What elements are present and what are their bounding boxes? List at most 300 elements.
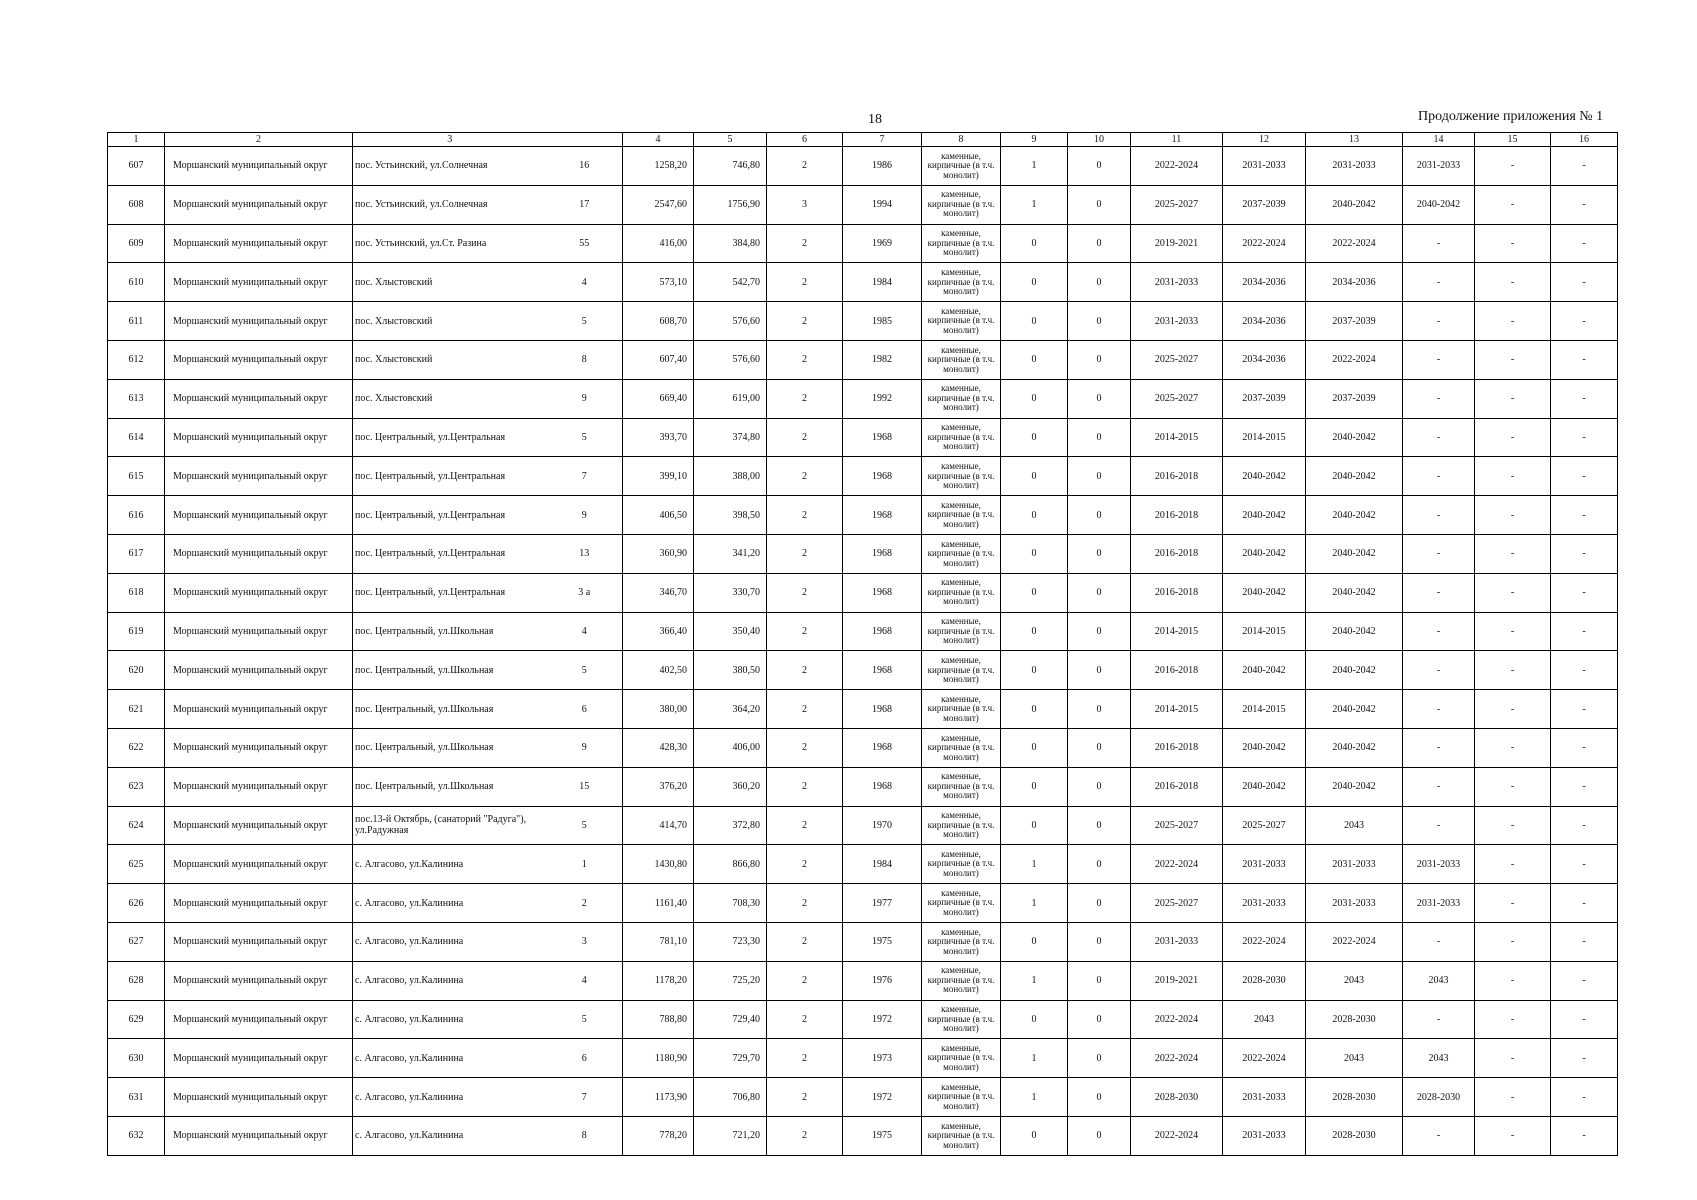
house-number-cell: 3 а	[547, 573, 623, 612]
col9-cell: 1	[1001, 147, 1068, 186]
col16-cell: -	[1551, 147, 1618, 186]
col15-cell: -	[1475, 1116, 1551, 1155]
col16-cell: -	[1551, 690, 1618, 729]
col11-cell: 2031-2033	[1131, 922, 1223, 961]
continuation-title: Продолжение приложения № 1	[1418, 109, 1604, 124]
col13-cell: 2028-2030	[1306, 1000, 1403, 1039]
house-number-cell: 5	[547, 418, 623, 457]
house-number-cell: 4	[547, 612, 623, 651]
col-header: 11	[1131, 133, 1223, 147]
page-number: 18	[868, 112, 882, 127]
floors-cell: 2	[767, 573, 843, 612]
col14-cell: 2043	[1403, 961, 1475, 1000]
address-cell: пос. Хлыстовский	[353, 263, 547, 302]
table-row	[108, 185, 1618, 224]
table-body	[108, 147, 1618, 1156]
floors-cell: 2	[767, 418, 843, 457]
living-area-cell: 729,70	[694, 1039, 767, 1078]
year-cell: 1984	[843, 845, 922, 884]
col12-cell: 2022-2024	[1223, 1039, 1306, 1078]
address-cell: с. Алгасово, ул.Калинина	[353, 845, 547, 884]
wall-material-cell: каменные, кирпичные (в т.ч. монолит)	[922, 651, 1001, 690]
col-header: 3	[353, 133, 547, 147]
col14-cell: -	[1403, 922, 1475, 961]
floors-cell: 2	[767, 728, 843, 767]
col9-cell: 0	[1001, 457, 1068, 496]
col10-cell: 0	[1068, 612, 1131, 651]
living-area-cell: 380,50	[694, 651, 767, 690]
col12-cell: 2014-2015	[1223, 690, 1306, 729]
living-area-cell: 746,80	[694, 147, 767, 186]
col14-cell: -	[1403, 1116, 1475, 1155]
col12-cell: 2034-2036	[1223, 263, 1306, 302]
wall-material-cell: каменные, кирпичные (в т.ч. монолит)	[922, 534, 1001, 573]
year-cell: 1968	[843, 496, 922, 535]
col9-cell: 0	[1001, 418, 1068, 457]
col12-cell: 2040-2042	[1223, 728, 1306, 767]
row-number: 632	[108, 1116, 165, 1155]
house-number-cell: 2	[547, 884, 623, 923]
floors-cell: 2	[767, 690, 843, 729]
col14-cell: 2031-2033	[1403, 147, 1475, 186]
col13-cell: 2040-2042	[1306, 728, 1403, 767]
living-area-cell: 360,20	[694, 767, 767, 806]
house-number-cell: 16	[547, 147, 623, 186]
living-area-cell: 372,80	[694, 806, 767, 845]
total-area-cell: 1173,90	[623, 1078, 694, 1117]
row-number: 631	[108, 1078, 165, 1117]
col13-cell: 2037-2039	[1306, 379, 1403, 418]
district-cell: Моршанский муниципальный округ	[165, 302, 353, 341]
col15-cell: -	[1475, 457, 1551, 496]
col9-cell: 0	[1001, 224, 1068, 263]
col-header: 16	[1551, 133, 1618, 147]
wall-material-cell: каменные, кирпичные (в т.ч. монолит)	[922, 185, 1001, 224]
wall-material-cell: каменные, кирпичные (в т.ч. монолит)	[922, 573, 1001, 612]
house-number-cell: 5	[547, 651, 623, 690]
district-cell: Моршанский муниципальный округ	[165, 845, 353, 884]
table-row	[108, 690, 1618, 729]
col16-cell: -	[1551, 302, 1618, 341]
col12-cell: 2031-2033	[1223, 1078, 1306, 1117]
col9-cell: 1	[1001, 961, 1068, 1000]
address-cell: пос. Хлыстовский	[353, 302, 547, 341]
wall-material-cell: каменные, кирпичные (в т.ч. монолит)	[922, 1039, 1001, 1078]
house-number-cell: 6	[547, 690, 623, 729]
address-cell: пос. Хлыстовский	[353, 379, 547, 418]
wall-material-cell: каменные, кирпичные (в т.ч. монолит)	[922, 767, 1001, 806]
col12-cell: 2014-2015	[1223, 418, 1306, 457]
house-number-cell: 7	[547, 457, 623, 496]
col9-cell: 1	[1001, 1039, 1068, 1078]
year-cell: 1970	[843, 806, 922, 845]
col-header: 15	[1475, 133, 1551, 147]
col12-cell: 2037-2039	[1223, 379, 1306, 418]
district-cell: Моршанский муниципальный округ	[165, 185, 353, 224]
col9-cell: 0	[1001, 534, 1068, 573]
floors-cell: 2	[767, 1039, 843, 1078]
address-cell: с. Алгасово, ул.Калинина	[353, 1116, 547, 1155]
col13-cell: 2043	[1306, 1039, 1403, 1078]
row-number: 626	[108, 884, 165, 923]
col10-cell: 0	[1068, 457, 1131, 496]
row-number: 617	[108, 534, 165, 573]
total-area-cell: 406,50	[623, 496, 694, 535]
col10-cell: 0	[1068, 1116, 1131, 1155]
table-row	[108, 1116, 1618, 1155]
table-row	[108, 379, 1618, 418]
col14-cell: -	[1403, 496, 1475, 535]
district-cell: Моршанский муниципальный округ	[165, 573, 353, 612]
district-cell: Моршанский муниципальный округ	[165, 728, 353, 767]
col15-cell: -	[1475, 922, 1551, 961]
col9-cell: 0	[1001, 806, 1068, 845]
row-number: 620	[108, 651, 165, 690]
wall-material-cell: каменные, кирпичные (в т.ч. монолит)	[922, 806, 1001, 845]
year-cell: 1968	[843, 690, 922, 729]
col-header	[547, 133, 623, 147]
row-number: 614	[108, 418, 165, 457]
floors-cell: 2	[767, 1116, 843, 1155]
table-row	[108, 612, 1618, 651]
table-row	[108, 845, 1618, 884]
district-cell: Моршанский муниципальный округ	[165, 418, 353, 457]
col11-cell: 2016-2018	[1131, 457, 1223, 496]
col12-cell: 2040-2042	[1223, 767, 1306, 806]
total-area-cell: 360,90	[623, 534, 694, 573]
living-area-cell: 721,20	[694, 1116, 767, 1155]
col16-cell: -	[1551, 1039, 1618, 1078]
col13-cell: 2043	[1306, 961, 1403, 1000]
floors-cell: 2	[767, 884, 843, 923]
col-header: 5	[694, 133, 767, 147]
col11-cell: 2016-2018	[1131, 573, 1223, 612]
house-number-cell: 3	[547, 922, 623, 961]
col14-cell: -	[1403, 457, 1475, 496]
col12-cell: 2040-2042	[1223, 496, 1306, 535]
col11-cell: 2025-2027	[1131, 185, 1223, 224]
col-header: 13	[1306, 133, 1403, 147]
col11-cell: 2016-2018	[1131, 767, 1223, 806]
address-cell: с. Алгасово, ул.Калинина	[353, 922, 547, 961]
col10-cell: 0	[1068, 884, 1131, 923]
living-area-cell: 406,00	[694, 728, 767, 767]
col13-cell: 2040-2042	[1306, 496, 1403, 535]
district-cell: Моршанский муниципальный округ	[165, 922, 353, 961]
district-cell: Моршанский муниципальный округ	[165, 457, 353, 496]
col10-cell: 0	[1068, 922, 1131, 961]
row-number: 613	[108, 379, 165, 418]
col11-cell: 2022-2024	[1131, 1039, 1223, 1078]
living-area-cell: 384,80	[694, 224, 767, 263]
house-number-cell: 8	[547, 340, 623, 379]
col9-cell: 0	[1001, 922, 1068, 961]
col13-cell: 2022-2024	[1306, 340, 1403, 379]
wall-material-cell: каменные, кирпичные (в т.ч. монолит)	[922, 418, 1001, 457]
table-row	[108, 418, 1618, 457]
district-cell: Моршанский муниципальный округ	[165, 1078, 353, 1117]
col15-cell: -	[1475, 224, 1551, 263]
year-cell: 1968	[843, 728, 922, 767]
col12-cell: 2022-2024	[1223, 224, 1306, 263]
table-row	[108, 884, 1618, 923]
col14-cell: -	[1403, 302, 1475, 341]
address-cell: пос. Устьинский, ул.Ст. Разина	[353, 224, 547, 263]
col14-cell: -	[1403, 651, 1475, 690]
row-number: 615	[108, 457, 165, 496]
total-area-cell: 402,50	[623, 651, 694, 690]
year-cell: 1985	[843, 302, 922, 341]
total-area-cell: 1178,20	[623, 961, 694, 1000]
wall-material-cell: каменные, кирпичные (в т.ч. монолит)	[922, 302, 1001, 341]
col16-cell: -	[1551, 1116, 1618, 1155]
table-row	[108, 340, 1618, 379]
col12-cell: 2028-2030	[1223, 961, 1306, 1000]
col15-cell: -	[1475, 302, 1551, 341]
address-cell: с. Алгасово, ул.Калинина	[353, 1000, 547, 1039]
col16-cell: -	[1551, 573, 1618, 612]
col13-cell: 2031-2033	[1306, 147, 1403, 186]
col16-cell: -	[1551, 379, 1618, 418]
total-area-cell: 607,40	[623, 340, 694, 379]
floors-cell: 2	[767, 922, 843, 961]
address-cell: с. Алгасово, ул.Калинина	[353, 884, 547, 923]
house-number-cell: 9	[547, 728, 623, 767]
row-number: 610	[108, 263, 165, 302]
col11-cell: 2016-2018	[1131, 496, 1223, 535]
col9-cell: 0	[1001, 690, 1068, 729]
col13-cell: 2028-2030	[1306, 1078, 1403, 1117]
col15-cell: -	[1475, 845, 1551, 884]
col11-cell: 2014-2015	[1131, 690, 1223, 729]
table-row	[108, 496, 1618, 535]
floors-cell: 2	[767, 263, 843, 302]
table-row	[108, 1078, 1618, 1117]
col15-cell: -	[1475, 263, 1551, 302]
col11-cell: 2025-2027	[1131, 340, 1223, 379]
table-row	[108, 728, 1618, 767]
district-cell: Моршанский муниципальный округ	[165, 961, 353, 1000]
col10-cell: 0	[1068, 651, 1131, 690]
col14-cell: 2043	[1403, 1039, 1475, 1078]
col13-cell: 2031-2033	[1306, 845, 1403, 884]
year-cell: 1975	[843, 922, 922, 961]
year-cell: 1994	[843, 185, 922, 224]
col15-cell: -	[1475, 612, 1551, 651]
table-row	[108, 302, 1618, 341]
col16-cell: -	[1551, 457, 1618, 496]
col12-cell: 2014-2015	[1223, 612, 1306, 651]
col16-cell: -	[1551, 612, 1618, 651]
col10-cell: 0	[1068, 573, 1131, 612]
col14-cell: -	[1403, 728, 1475, 767]
address-cell: пос. Устьинский, ул.Солнечная	[353, 185, 547, 224]
total-area-cell: 393,70	[623, 418, 694, 457]
district-cell: Моршанский муниципальный округ	[165, 1039, 353, 1078]
address-cell: пос. Центральный, ул.Центральная	[353, 534, 547, 573]
row-number: 609	[108, 224, 165, 263]
col9-cell: 0	[1001, 651, 1068, 690]
housing-register-table	[107, 132, 1618, 1156]
living-area-cell: 398,50	[694, 496, 767, 535]
col12-cell: 2022-2024	[1223, 922, 1306, 961]
col9-cell: 0	[1001, 1116, 1068, 1155]
year-cell: 1975	[843, 1116, 922, 1155]
col10-cell: 0	[1068, 1039, 1131, 1078]
house-number-cell: 9	[547, 496, 623, 535]
col11-cell: 2022-2024	[1131, 1000, 1223, 1039]
wall-material-cell: каменные, кирпичные (в т.ч. монолит)	[922, 224, 1001, 263]
year-cell: 1972	[843, 1000, 922, 1039]
col13-cell: 2040-2042	[1306, 612, 1403, 651]
district-cell: Моршанский муниципальный округ	[165, 224, 353, 263]
col12-cell: 2031-2033	[1223, 845, 1306, 884]
col11-cell: 2022-2024	[1131, 1116, 1223, 1155]
living-area-cell: 374,80	[694, 418, 767, 457]
col9-cell: 0	[1001, 263, 1068, 302]
wall-material-cell: каменные, кирпичные (в т.ч. монолит)	[922, 1116, 1001, 1155]
col12-cell: 2034-2036	[1223, 340, 1306, 379]
col13-cell: 2040-2042	[1306, 457, 1403, 496]
col-header: 12	[1223, 133, 1306, 147]
district-cell: Моршанский муниципальный округ	[165, 496, 353, 535]
floors-cell: 2	[767, 651, 843, 690]
col15-cell: -	[1475, 147, 1551, 186]
living-area-cell: 576,60	[694, 302, 767, 341]
col12-cell: 2031-2033	[1223, 1116, 1306, 1155]
living-area-cell: 866,80	[694, 845, 767, 884]
address-cell: пос. Хлыстовский	[353, 340, 547, 379]
col16-cell: -	[1551, 961, 1618, 1000]
col14-cell: -	[1403, 573, 1475, 612]
col-header: 14	[1403, 133, 1475, 147]
col9-cell: 1	[1001, 845, 1068, 884]
floors-cell: 2	[767, 147, 843, 186]
col10-cell: 0	[1068, 534, 1131, 573]
address-cell: пос. Центральный, ул.Центральная	[353, 496, 547, 535]
col14-cell: -	[1403, 263, 1475, 302]
address-cell: пос. Центральный, ул.Школьная	[353, 612, 547, 651]
address-cell: пос. Центральный, ул.Центральная	[353, 573, 547, 612]
living-area-cell: 364,20	[694, 690, 767, 729]
floors-cell: 2	[767, 1078, 843, 1117]
col12-cell: 2031-2033	[1223, 147, 1306, 186]
year-cell: 1972	[843, 1078, 922, 1117]
table-row	[108, 1000, 1618, 1039]
district-cell: Моршанский муниципальный округ	[165, 340, 353, 379]
col13-cell: 2043	[1306, 806, 1403, 845]
row-number: 618	[108, 573, 165, 612]
col12-cell: 2025-2027	[1223, 806, 1306, 845]
col13-cell: 2040-2042	[1306, 418, 1403, 457]
table-row	[108, 806, 1618, 845]
col16-cell: -	[1551, 845, 1618, 884]
col15-cell: -	[1475, 1039, 1551, 1078]
year-cell: 1973	[843, 1039, 922, 1078]
col11-cell: 2016-2018	[1131, 651, 1223, 690]
col14-cell: 2028-2030	[1403, 1078, 1475, 1117]
row-number: 622	[108, 728, 165, 767]
col9-cell: 0	[1001, 302, 1068, 341]
table-row	[108, 573, 1618, 612]
living-area-cell: 706,80	[694, 1078, 767, 1117]
col16-cell: -	[1551, 185, 1618, 224]
col9-cell: 0	[1001, 340, 1068, 379]
wall-material-cell: каменные, кирпичные (в т.ч. монолит)	[922, 728, 1001, 767]
col9-cell: 1	[1001, 884, 1068, 923]
year-cell: 1984	[843, 263, 922, 302]
col13-cell: 2034-2036	[1306, 263, 1403, 302]
col14-cell: -	[1403, 340, 1475, 379]
year-cell: 1968	[843, 418, 922, 457]
row-number: 628	[108, 961, 165, 1000]
col16-cell: -	[1551, 1000, 1618, 1039]
house-number-cell: 15	[547, 767, 623, 806]
living-area-cell: 729,40	[694, 1000, 767, 1039]
col14-cell: -	[1403, 806, 1475, 845]
col10-cell: 0	[1068, 302, 1131, 341]
total-area-cell: 380,00	[623, 690, 694, 729]
col11-cell: 2016-2018	[1131, 534, 1223, 573]
living-area-cell: 542,70	[694, 263, 767, 302]
col10-cell: 0	[1068, 961, 1131, 1000]
address-cell: пос.13-й Октябрь, (санаторий "Радуга"), ул.Радужная	[353, 806, 547, 845]
col13-cell: 2040-2042	[1306, 185, 1403, 224]
col16-cell: -	[1551, 496, 1618, 535]
wall-material-cell: каменные, кирпичные (в т.ч. монолит)	[922, 845, 1001, 884]
col-header: 1	[108, 133, 165, 147]
col15-cell: -	[1475, 379, 1551, 418]
house-number-cell: 4	[547, 961, 623, 1000]
total-area-cell: 428,30	[623, 728, 694, 767]
year-cell: 1992	[843, 379, 922, 418]
col15-cell: -	[1475, 496, 1551, 535]
total-area-cell: 608,70	[623, 302, 694, 341]
floors-cell: 2	[767, 845, 843, 884]
col15-cell: -	[1475, 1078, 1551, 1117]
col14-cell: -	[1403, 1000, 1475, 1039]
col11-cell: 2028-2030	[1131, 1078, 1223, 1117]
col16-cell: -	[1551, 806, 1618, 845]
year-cell: 1977	[843, 884, 922, 923]
house-number-cell: 55	[547, 224, 623, 263]
col14-cell: 2031-2033	[1403, 884, 1475, 923]
district-cell: Моршанский муниципальный округ	[165, 884, 353, 923]
col15-cell: -	[1475, 418, 1551, 457]
col12-cell: 2037-2039	[1223, 185, 1306, 224]
house-number-cell: 5	[547, 302, 623, 341]
district-cell: Моршанский муниципальный округ	[165, 263, 353, 302]
col12-cell: 2040-2042	[1223, 651, 1306, 690]
year-cell: 1969	[843, 224, 922, 263]
col15-cell: -	[1475, 340, 1551, 379]
col-header: 4	[623, 133, 694, 147]
floors-cell: 2	[767, 224, 843, 263]
col16-cell: -	[1551, 884, 1618, 923]
address-cell: с. Алгасово, ул.Калинина	[353, 961, 547, 1000]
total-area-cell: 778,20	[623, 1116, 694, 1155]
wall-material-cell: каменные, кирпичные (в т.ч. монолит)	[922, 1000, 1001, 1039]
year-cell: 1968	[843, 573, 922, 612]
col14-cell: 2031-2033	[1403, 845, 1475, 884]
col10-cell: 0	[1068, 496, 1131, 535]
col13-cell: 2040-2042	[1306, 534, 1403, 573]
wall-material-cell: каменные, кирпичные (в т.ч. монолит)	[922, 612, 1001, 651]
living-area-cell: 330,70	[694, 573, 767, 612]
col11-cell: 2025-2027	[1131, 884, 1223, 923]
row-number: 619	[108, 612, 165, 651]
col12-cell: 2034-2036	[1223, 302, 1306, 341]
